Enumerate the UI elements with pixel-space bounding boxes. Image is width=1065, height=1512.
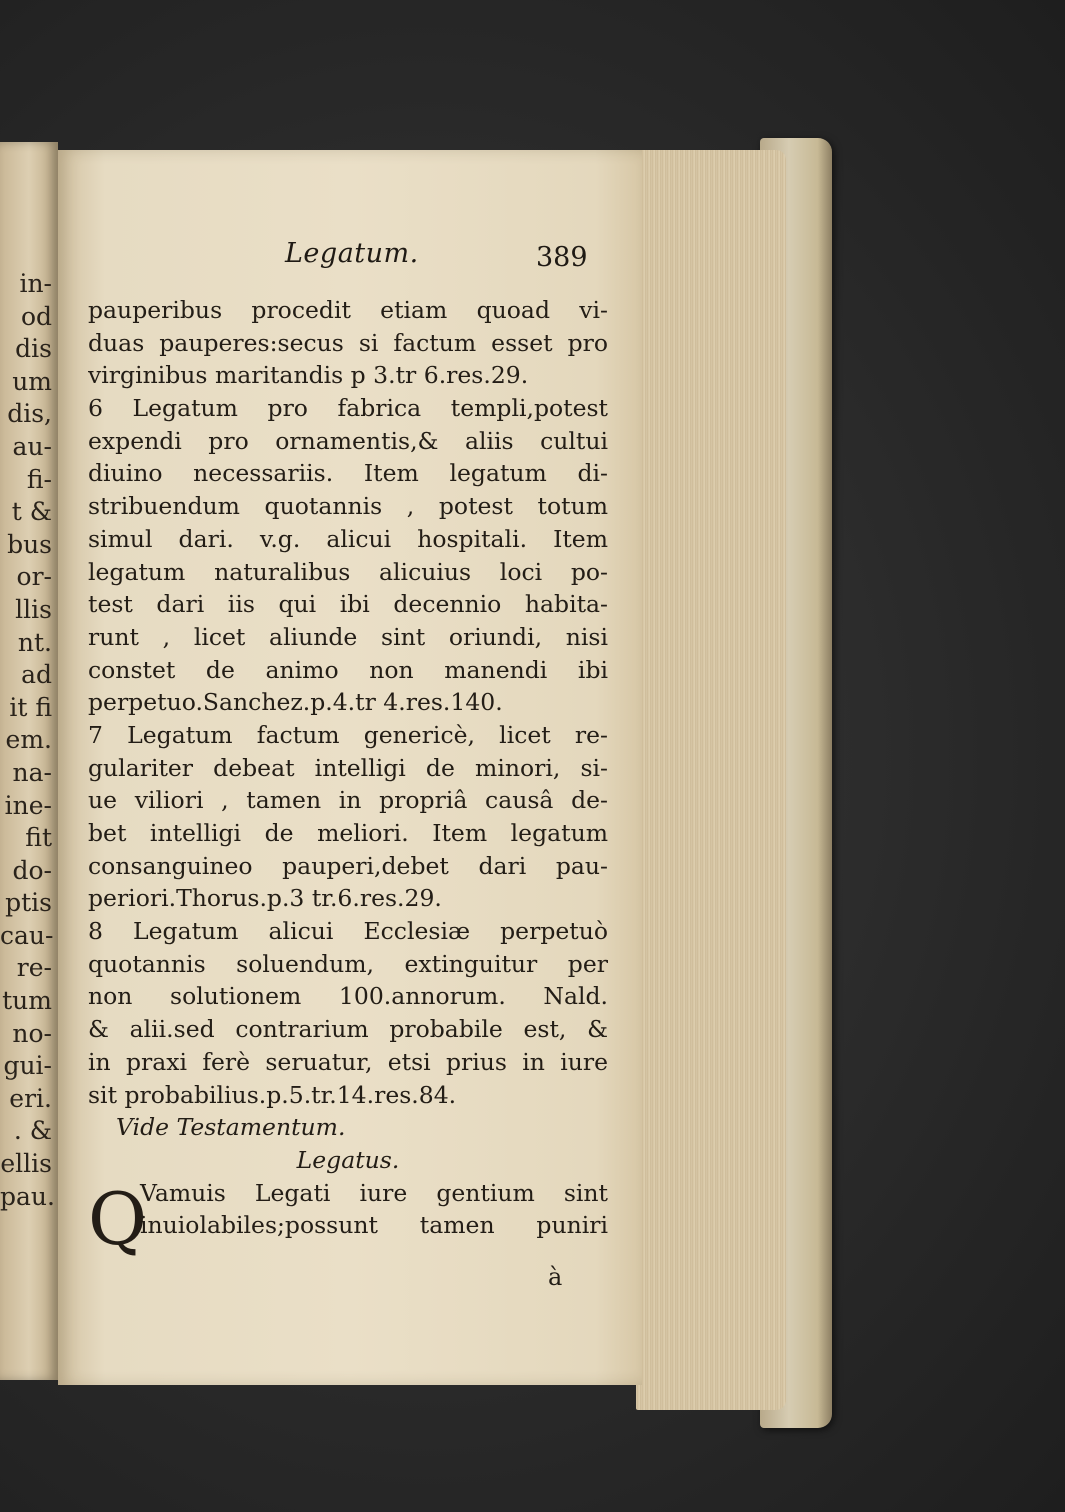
text-line: gulariter debeat intelligi de minori, si- bbox=[88, 753, 608, 782]
left-fragment: no- bbox=[12, 1018, 52, 1048]
entry-heading: Legatus. bbox=[296, 1145, 400, 1174]
text-line: runt , licet aliunde sint oriundi, nisi bbox=[88, 622, 608, 651]
text-line: ue viliori , tamen in propriâ causâ de- bbox=[88, 786, 608, 815]
running-head: Legatum. bbox=[285, 238, 419, 269]
text-line: inuiolabiles;possunt tamen puniri bbox=[140, 1211, 608, 1240]
left-fragment: fit bbox=[25, 823, 52, 853]
text-line: stribuendum quotannis , potest totum bbox=[88, 492, 608, 521]
text-line: non solutionem 100.annorum. Nald. bbox=[88, 982, 608, 1011]
left-fragment: . & bbox=[13, 1116, 52, 1146]
page-number: 389 bbox=[536, 242, 588, 273]
text-line: constet de animo non manendi ibi bbox=[88, 655, 608, 684]
left-fragment: it fi bbox=[9, 692, 52, 722]
text-line: 7 Legatum factum genericè, licet re- bbox=[88, 720, 608, 749]
left-fragment: ine- bbox=[4, 790, 52, 820]
left-fragment: re- bbox=[16, 953, 52, 983]
left-fragment: or- bbox=[16, 562, 52, 592]
text-line: sit probabilius.p.5.tr.14.res.84. bbox=[88, 1080, 457, 1109]
left-fragment: eri. bbox=[9, 1083, 52, 1113]
text-line: 6 Legatum pro fabrica templi,potest bbox=[88, 394, 608, 423]
left-fragment: in- bbox=[19, 269, 52, 298]
left-fragment: llis bbox=[15, 594, 52, 624]
text-line: bet intelligi de meliori. Item legatum bbox=[88, 819, 608, 847]
left-fragment: nt. bbox=[17, 627, 52, 657]
cross-reference: Vide Testamentum. bbox=[116, 1113, 346, 1142]
left-fragment: ad bbox=[21, 660, 52, 690]
left-fragment: au- bbox=[12, 431, 52, 461]
text-line: 8 Legatum alicui Ecclesiæ perpetuò bbox=[88, 917, 608, 946]
left-fragment: do- bbox=[12, 855, 52, 885]
left-fragment: tum bbox=[2, 986, 52, 1016]
catchword: à bbox=[548, 1263, 563, 1291]
text-line: diuino necessariis. Item legatum di- bbox=[88, 459, 608, 488]
left-fragment: dis, bbox=[7, 399, 52, 429]
left-fragment: na- bbox=[12, 757, 52, 787]
text-line: & alii.sed contrarium probabile est, & bbox=[88, 1015, 608, 1044]
left-page-text bbox=[0, 268, 58, 1213]
text-line: perpetuo.Sanchez.p.4.tr 4.res.140. bbox=[88, 688, 503, 717]
left-fragment: ptis bbox=[5, 888, 52, 918]
left-fragment: um bbox=[12, 366, 52, 396]
text-line: legatum naturalibus alicuius loci po- bbox=[88, 557, 608, 586]
left-fragment: gui- bbox=[3, 1051, 52, 1081]
left-fragment: cau- bbox=[0, 920, 54, 950]
text-line: Vamuis Legati iure gentium sint bbox=[140, 1178, 608, 1207]
text-line: duas pauperes:secus si factum esset pro bbox=[88, 328, 608, 357]
left-fragment: bus bbox=[7, 529, 52, 559]
left-fragment: pau. bbox=[0, 1181, 55, 1211]
text-line: periori.Thorus.p.3 tr.6.res.29. bbox=[88, 884, 442, 913]
text-line: virginibus maritandis p 3.tr 6.res.29. bbox=[88, 361, 529, 390]
drop-capital: Q bbox=[88, 1177, 148, 1261]
text-line: in praxi ferè seruatur, etsi prius in iure bbox=[88, 1047, 608, 1076]
page-block-edges bbox=[636, 150, 786, 1410]
body-text bbox=[88, 294, 608, 1242]
left-fragment: od bbox=[20, 301, 52, 331]
text-line: quotannis soluendum, extinguitur per bbox=[88, 949, 608, 978]
text-line: simul dari. v.g. alicui hospitali. Item bbox=[88, 524, 608, 553]
left-fragment: fi- bbox=[26, 464, 52, 494]
left-fragment: em. bbox=[5, 725, 52, 755]
text-line: consanguineo pauperi,debet dari pau- bbox=[88, 851, 608, 880]
left-fragment: ellis bbox=[0, 1149, 52, 1179]
text-line: test dari iis qui ibi decennio habita- bbox=[88, 590, 608, 619]
text-line: expendi pro ornamentis,& aliis cultui bbox=[88, 426, 608, 455]
text-line: pauperibus procedit etiam quoad vi- bbox=[88, 296, 608, 324]
left-fragment: dis bbox=[15, 334, 52, 364]
left-fragment: t & bbox=[11, 497, 52, 527]
